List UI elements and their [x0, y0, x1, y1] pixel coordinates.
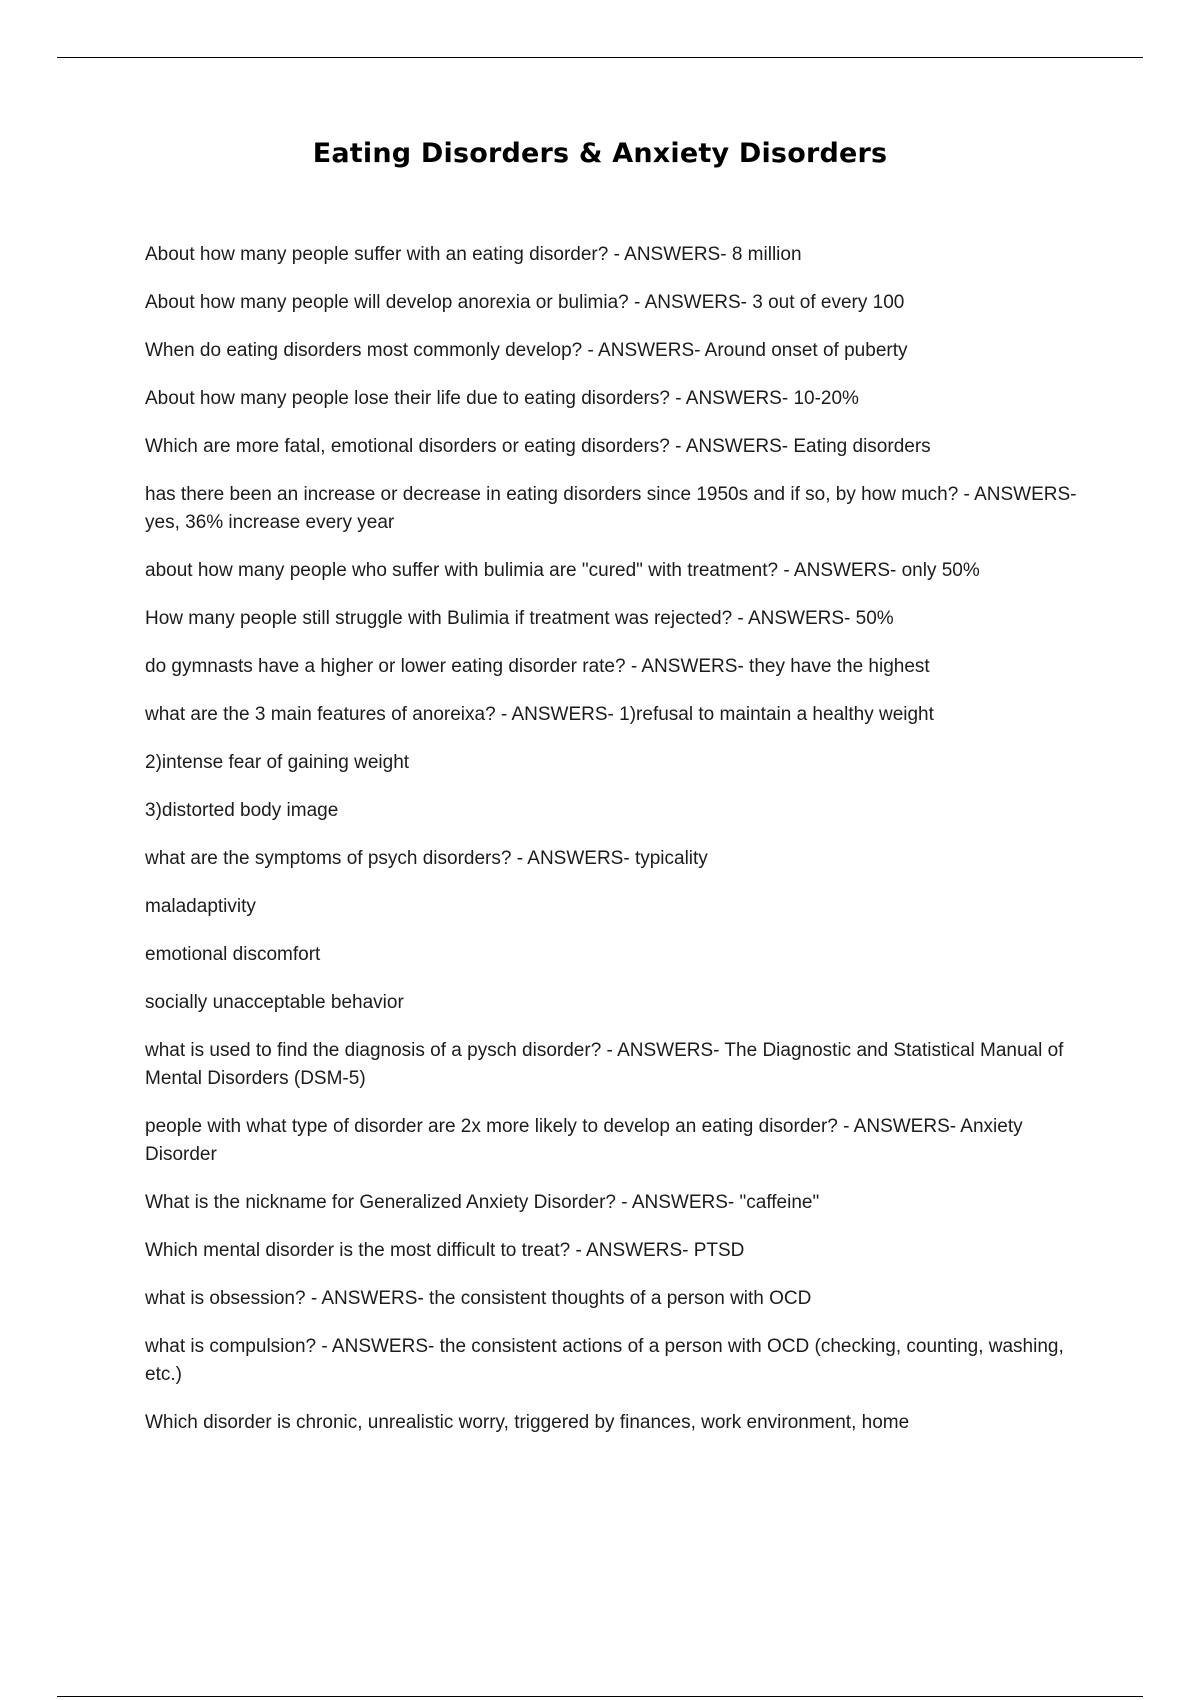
qa-line: what are the symptoms of psych disorders? - ANSWERS- typicality [145, 848, 708, 869]
document-title: Eating Disorders & Anxiety Disorders [312, 138, 888, 169]
qa-line: How many people still struggle with Bulimia if treatment was rejected? - ANSWERS- 50% [145, 608, 894, 629]
qa-line: emotional discomfort [145, 944, 321, 965]
qa-line: 3)distorted body image [145, 800, 339, 821]
qa-line: Which are more fatal, emotional disorders or eating disorders? - ANSWERS- Eating disorders [145, 436, 931, 457]
qa-line: what are the 3 main features of anoreixa? - ANSWERS- 1)refusal to maintain a healthy weight [145, 704, 934, 725]
qa-line: About how many people lose their life due to eating disorders? - ANSWERS- 10-20% [145, 388, 859, 409]
qa-line: what is compulsion? - ANSWERS- the consistent actions of a person with OCD (checking, counting, washing, etc.) [145, 1336, 1064, 1385]
qa-line: socially unacceptable behavior [145, 992, 404, 1013]
qa-line: What is the nickname for Generalized Anxiety Disorder? - ANSWERS- "caffeine" [145, 1192, 820, 1213]
qa-list [145, 241, 1090, 1457]
qa-line: About how many people suffer with an eating disorder? - ANSWERS- 8 million [145, 244, 802, 265]
qa-line: has there been an increase or decrease in eating disorders since 1950s and if so, by how much? - ANSWERS- yes, 36% increase every year [145, 484, 1077, 533]
qa-line: about how many people who suffer with bulimia are "cured" with treatment? - ANSWERS- only 50% [145, 560, 980, 581]
qa-line: do gymnasts have a higher or lower eating disorder rate? - ANSWERS- they have the highest [145, 656, 930, 677]
bottom-divider [57, 1696, 1143, 1697]
qa-line: Which disorder is chronic, unrealistic worry, triggered by finances, work environment, home [145, 1412, 910, 1433]
qa-line: maladaptivity [145, 896, 256, 917]
qa-line: people with what type of disorder are 2x more likely to develop an eating disorder? - ANSWERS- Anxiety Disorder [145, 1116, 1023, 1165]
qa-line: When do eating disorders most commonly develop? - ANSWERS- Around onset of puberty [145, 340, 908, 361]
top-divider [57, 57, 1143, 58]
qa-line: About how many people will develop anorexia or bulimia? - ANSWERS- 3 out of every 100 [145, 292, 905, 313]
qa-line: what is obsession? - ANSWERS- the consistent thoughts of a person with OCD [145, 1288, 812, 1309]
qa-line: what is used to find the diagnosis of a pysch disorder? - ANSWERS- The Diagnostic and Statistical Manual of Mental Disorders (DSM-5) [145, 1040, 1064, 1089]
qa-line: 2)intense fear of gaining weight [145, 752, 410, 773]
qa-line: Which mental disorder is the most difficult to treat? - ANSWERS- PTSD [145, 1240, 745, 1261]
